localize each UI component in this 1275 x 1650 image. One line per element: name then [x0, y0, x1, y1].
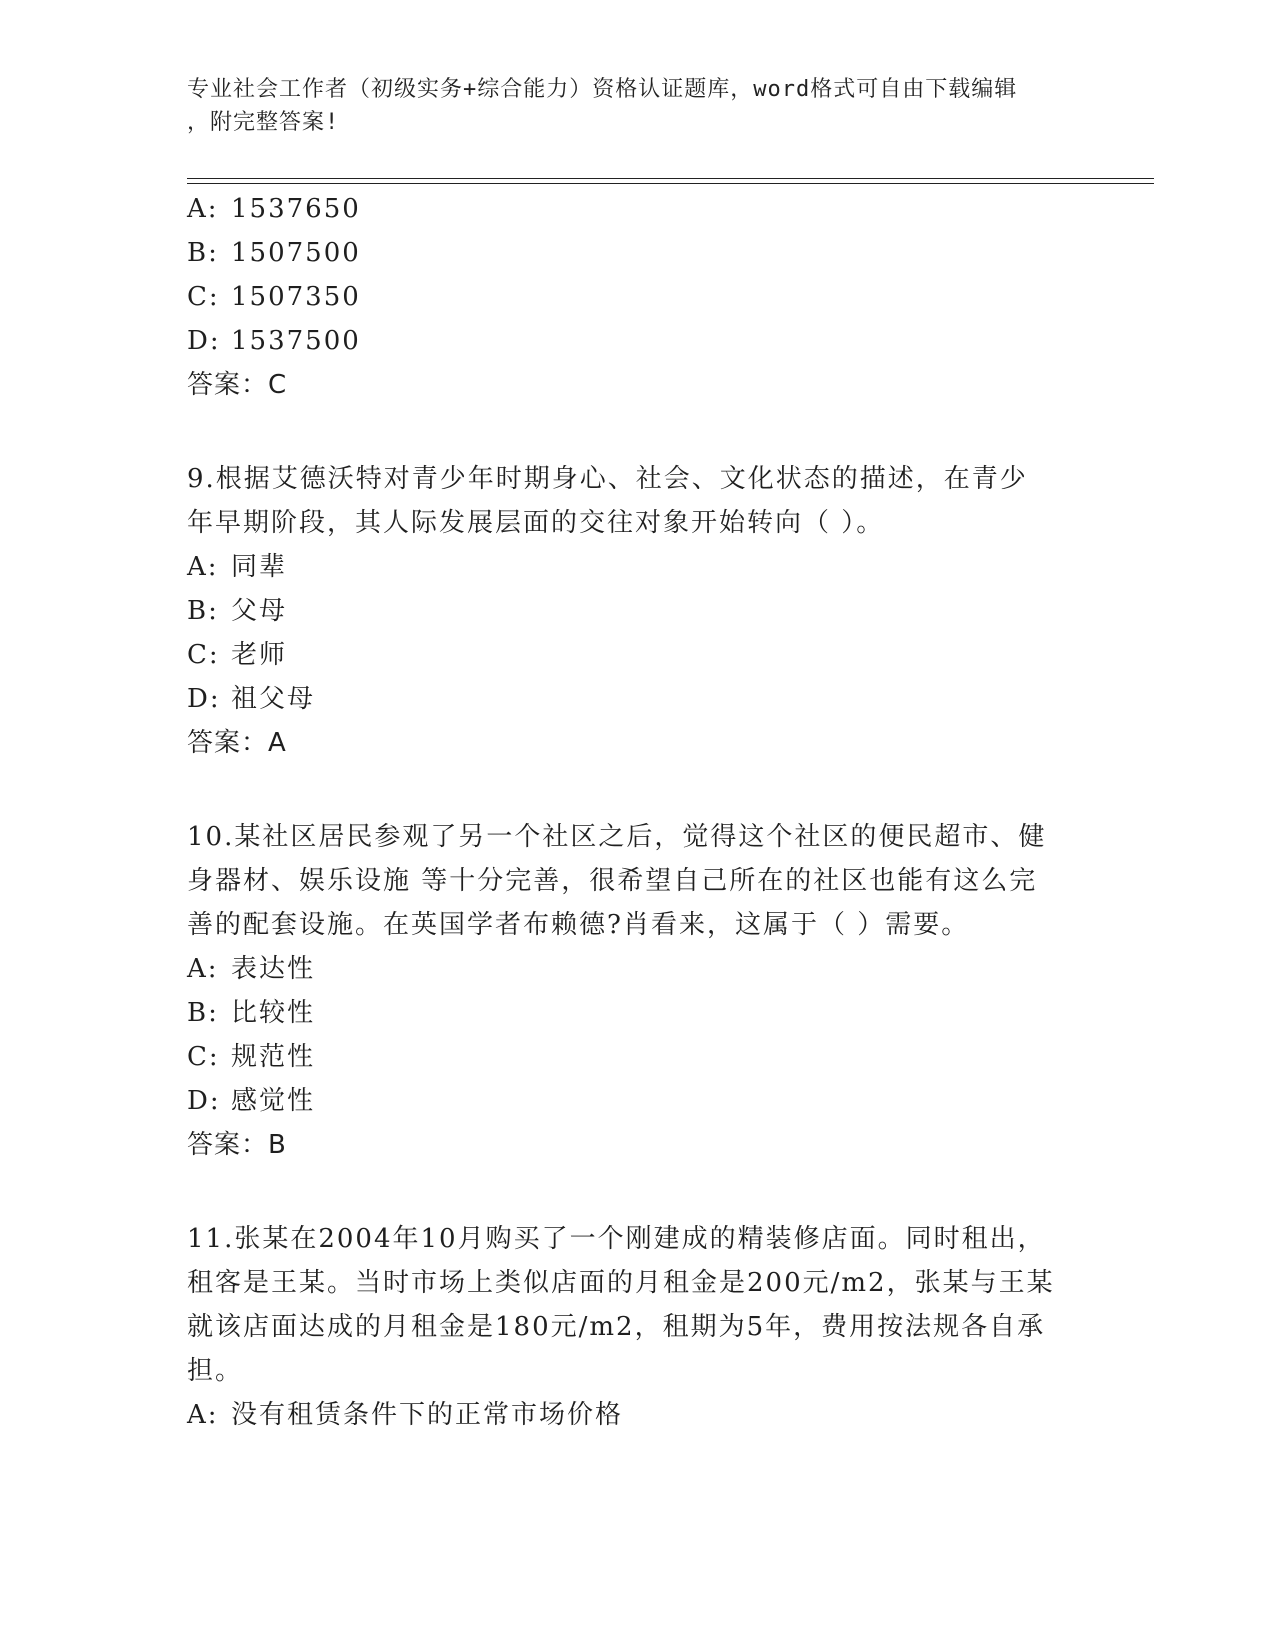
q8-option-c: C: 1507350: [187, 282, 361, 312]
q10-option-c: C: 规范性: [187, 1042, 316, 1072]
q10-answer: 答案：B: [187, 1130, 287, 1160]
q9-option-a: A: 同辈: [187, 552, 288, 582]
q11-stem-line-2: 租客是王某。当时市场上类似店面的月租金是200元/m2，张某与王某: [187, 1268, 1055, 1298]
q8-answer: 答案：C: [187, 370, 288, 400]
header-divider-top: [187, 178, 1154, 179]
q10-stem-line-2: 身器材、娱乐设施 等十分完善，很希望自己所在的社区也能有这么完: [187, 866, 1038, 896]
q10-option-b: B: 比较性: [187, 998, 316, 1028]
q11-stem-line-4: 担。: [187, 1356, 244, 1386]
document-header: [187, 73, 1087, 139]
q10-option-d: D: 感觉性: [187, 1086, 316, 1116]
q10-stem-line-1: 10.某社区居民参观了另一个社区之后，觉得这个社区的便民超市、健: [187, 822, 1047, 852]
q10-stem-line-3: 善的配套设施。在英国学者布赖德?肖看来，这属于（ ）需要。: [187, 910, 970, 940]
q8-option-a: A: 1537650: [187, 194, 361, 224]
q9-stem-line-1: 9.根据艾德沃特对青少年时期身心、社会、文化状态的描述，在青少: [187, 464, 1028, 494]
q11-stem-line-1: 11.张某在2004年10月购买了一个刚建成的精装修店面。同时租出，: [187, 1224, 1046, 1254]
q8-option-b: B: 1507500: [187, 238, 361, 268]
header-divider-bottom: [187, 183, 1154, 184]
header-line-1: 专业社会工作者（初级实务+综合能力）资格认证题库，word格式可自由下载编辑: [187, 77, 1018, 102]
q8-option-d: D: 1537500: [187, 326, 361, 356]
q11-option-a: A: 没有租赁条件下的正常市场价格: [187, 1400, 624, 1430]
q9-option-b: B: 父母: [187, 596, 288, 626]
q11-stem-line-3: 就该店面达成的月租金是180元/m2，租期为5年，费用按法规各自承: [187, 1312, 1046, 1342]
q10-option-a: A: 表达性: [187, 954, 316, 984]
q9-stem-line-2: 年早期阶段，其人际发展层面的交往对象开始转向（ ）。: [187, 508, 885, 538]
q9-option-d: D: 祖父母: [187, 684, 316, 714]
q9-answer: 答案：A: [187, 728, 287, 758]
header-line-2: ，附完整答案!: [187, 110, 340, 135]
q9-option-c: C: 老师: [187, 640, 288, 670]
